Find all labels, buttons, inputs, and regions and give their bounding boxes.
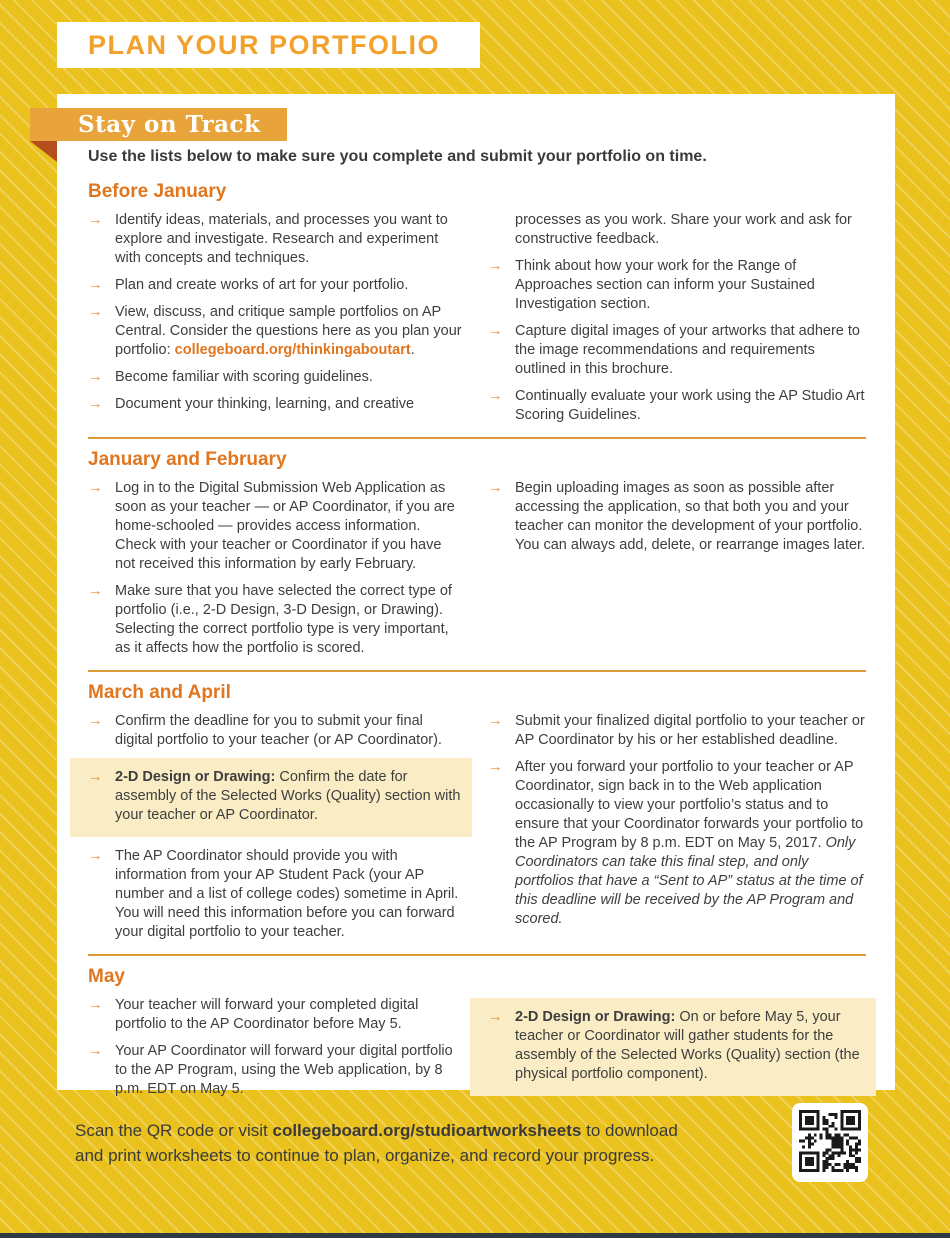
item-text (515, 758, 866, 929)
section-columns (88, 996, 866, 1106)
arrow-icon: → (88, 713, 103, 729)
text-segment: Only Coordinators can take this final step, and only portfolios that have a “Sent to AP” status at the time of this deadline will be received by the AP Program and scored. (515, 835, 863, 927)
checklist-item (488, 712, 866, 750)
page-title: PLAN YOUR PORTFOLIO (88, 29, 441, 60)
text-segment: 2-D Design or Drawing: (515, 1009, 676, 1025)
item-text (115, 768, 462, 825)
checklist-item (88, 368, 462, 387)
checklist-item (488, 758, 866, 929)
checklist-item (488, 387, 866, 425)
text-segment: Capture digital images of your artworks that adhere to the image recommendations and requirements outlined in this brochure. (515, 323, 860, 377)
arrow-icon: → (488, 713, 503, 729)
column-right (488, 712, 866, 942)
checklist-item (488, 479, 866, 555)
item-text (115, 996, 462, 1034)
text-segment: . (410, 342, 415, 358)
text-segment: On or before May 5, your teacher or Coordinator will gather students for the assembly of the Selected Works (Quality) section (the physical portfolio component). (515, 1009, 860, 1082)
item-text (115, 479, 462, 574)
checklist-item (88, 712, 462, 750)
column-right (488, 996, 866, 1106)
column-left (88, 479, 462, 658)
arrow-icon: → (88, 212, 103, 228)
section-heading: January and February (88, 449, 287, 470)
sections-container (88, 181, 866, 1106)
checklist-item (88, 1042, 462, 1099)
text-segment: Identify ideas, materials, and processes you want to explore and investigate. Research and experiment with concepts and techniques. (115, 212, 448, 266)
text-segment: Make sure that you have selected the correct type of portfolio (i.e., 2-D Design, 3-D Design, or Drawing). Selecting the correct portfolio type is very important, as it affects how the portfolio is scored. (115, 583, 452, 656)
text-segment: Become familiar with scoring guidelines. (115, 369, 373, 385)
checklist-item (88, 582, 462, 658)
item-text (515, 712, 866, 750)
text-segment: Your teacher will forward your completed digital portfolio to the AP Coordinator before May 5. (115, 997, 419, 1032)
arrow-icon: → (88, 369, 103, 385)
item-text (115, 1042, 462, 1099)
text-segment: After you forward your portfolio to your teacher or AP Coordinator, sign back in to the Web application occasionally to view your portfolio’s status and to ensure that your Coordinator forwards your portfolio to the AP Program by 8 p.m. EDT on May 5, 2017. (515, 759, 864, 851)
item-text (115, 395, 462, 414)
section-heading: May (88, 966, 125, 987)
item-text (515, 387, 866, 425)
timeline-section (88, 954, 866, 1106)
footer-text (75, 1118, 700, 1168)
column-left (88, 211, 462, 425)
text-segment: Begin uploading images as soon as possible after accessing the application, so that both you and your teacher can monitor the development of your portfolio. You can always add, delete, or rearrange images later. (515, 480, 866, 553)
arrow-icon: → (88, 769, 103, 785)
checklist-item (88, 847, 462, 942)
section-heading: Before January (88, 181, 227, 202)
stay-on-track-banner (30, 108, 287, 141)
checklist-item (88, 303, 462, 360)
text-segment: Continually evaluate your work using the AP Studio Art Scoring Guidelines. (515, 388, 865, 423)
item-text (515, 211, 866, 249)
checklist-item (88, 996, 462, 1034)
checklist-item (470, 998, 876, 1096)
checklist-item (488, 257, 866, 314)
intro-text: Use the lists below to make sure you complete and submit your portfolio on time. (88, 148, 707, 165)
text-segment: Confirm the date for assembly of the Selected Works (Quality) section with your teacher or AP Coordinator. (115, 769, 461, 823)
arrow-icon: → (88, 997, 103, 1013)
checklist-item (88, 276, 462, 295)
item-text (115, 276, 462, 295)
text-segment: Your AP Coordinator will forward your digital portfolio to the AP Program, using the Web application, by 8 p.m. EDT on May 5. (115, 1043, 453, 1097)
arrow-icon: → (88, 277, 103, 293)
arrow-icon: → (88, 480, 103, 496)
arrow-icon: → (88, 396, 103, 412)
item-text (115, 847, 462, 942)
arrow-icon: → (488, 258, 503, 274)
text-segment: Submit your finalized digital portfolio to your teacher or AP Coordinator by his or her established deadline. (515, 713, 865, 748)
item-text (115, 211, 462, 268)
text-segment: to download and print worksheets to continue to plan, organize, and record your progress. (75, 1121, 678, 1165)
section-heading: March and April (88, 682, 231, 703)
checklist-item (88, 479, 462, 574)
banner-label: Stay on Track (78, 111, 261, 138)
qr-code (792, 1103, 868, 1182)
section-columns (88, 479, 866, 658)
arrow-icon: → (88, 304, 103, 320)
item-text (115, 582, 462, 658)
timeline-section (88, 670, 866, 942)
item-text (515, 322, 866, 379)
text-segment: processes as you work. Share your work and ask for constructive feedback. (515, 212, 852, 247)
text-segment: Plan and create works of art for your portfolio. (115, 277, 409, 293)
checklist-item (88, 395, 462, 414)
column-left (88, 712, 462, 942)
arrow-icon: → (488, 388, 503, 404)
text-segment: Think about how your work for the Range of Approaches section can inform your Sustained Investigation section. (515, 258, 815, 312)
text-segment: The AP Coordinator should provide you with information from your AP Student Pack (your AP number and a list of college codes) sometime in April. You will need this information before you can forward your digital portfolio to your teacher. (115, 848, 459, 940)
arrow-icon: → (488, 1009, 503, 1025)
text-segment: Document your thinking, learning, and creative (115, 396, 415, 412)
timeline-section (88, 181, 866, 425)
inline-link[interactable]: collegeboard.org/thinkingaboutart (174, 342, 411, 358)
item-text (515, 479, 866, 555)
section-columns (88, 712, 866, 942)
column-right (488, 479, 866, 658)
item-text (515, 257, 866, 314)
item-text (115, 712, 462, 750)
section-columns (88, 211, 866, 425)
arrow-icon: → (488, 759, 503, 775)
checklist-item (88, 211, 462, 268)
checklist-item (488, 322, 866, 379)
text-segment: Confirm the deadline for you to submit your final digital portfolio to your teacher (or AP Coordinator). (115, 713, 442, 748)
arrow-icon: → (88, 1043, 103, 1059)
item-text (515, 1008, 866, 1084)
timeline-section (88, 437, 866, 658)
arrow-icon: → (488, 323, 503, 339)
page-bottom-edge (0, 1233, 950, 1238)
text-segment: collegeboard.org/studioartworksheets (272, 1121, 582, 1140)
ribbon-fold (30, 141, 57, 162)
arrow-icon: → (88, 583, 103, 599)
text-segment: Log in to the Digital Submission Web Application as soon as your teacher — or AP Coordinator, if you are home-schooled — provides access information. Check with your teacher or Coordinator if you have not received this information by early February. (115, 480, 455, 572)
column-right (488, 211, 866, 425)
text-segment: Scan the QR code or visit (75, 1121, 273, 1140)
content-panel (57, 94, 895, 1097)
text-segment: 2-D Design or Drawing: (115, 769, 276, 785)
text-segment: View, discuss, and critique sample portfolios on AP Central. Consider the questions here as you plan your portfolio: (115, 304, 462, 358)
checklist-item (70, 758, 472, 837)
arrow-icon: → (88, 848, 103, 864)
arrow-icon: → (488, 480, 503, 496)
title-band (57, 22, 480, 68)
checklist-item (488, 211, 866, 249)
item-text (115, 303, 462, 360)
column-left (88, 996, 462, 1106)
item-text (115, 368, 462, 387)
